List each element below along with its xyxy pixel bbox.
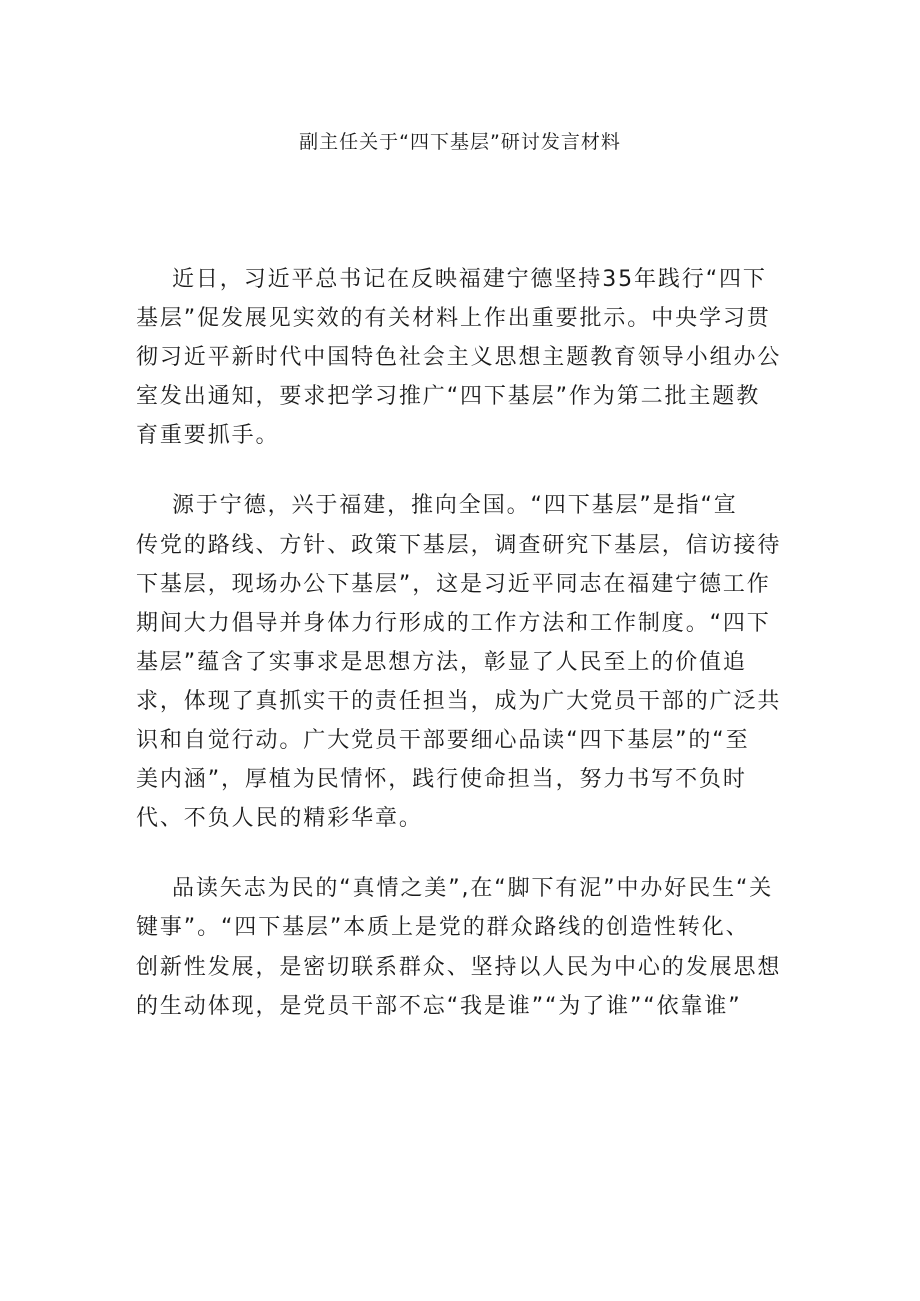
- paragraph-line: 品读矢志为民的“真情之美”,在“脚下有泥”中办好民生“关: [172, 876, 774, 902]
- paragraph-line: 育重要抓手。: [136, 423, 280, 449]
- paragraph-1: [136, 260, 784, 455]
- paragraph-line: 美内涵”，厚植为民情怀，践行使命担当，努力书写不负时: [136, 767, 747, 793]
- paragraph-line: 代、不负人民的精彩华章。: [136, 806, 423, 832]
- paragraph-line: 键事”。“四下基层”本质上是党的群众路线的创造性转化、: [136, 915, 750, 941]
- paragraph-line: 传党的路线、方针、政策下基层，调查研究下基层，信访接待: [136, 532, 782, 558]
- paragraph-line: 彻习近平新时代中国特色社会主义思想主题教育领导小组办公: [136, 345, 782, 371]
- paragraph-line: 下基层，现场办公下基层”，这是习近平同志在福建宁德工作: [136, 571, 771, 597]
- paragraph-line: 期间大力倡导并身体力行形成的工作方法和工作制度。“四下: [136, 610, 771, 636]
- paragraph-3: [136, 869, 784, 1025]
- paragraph-line: 室发出通知，要求把学习推广“四下基层”作为第二批主题教: [136, 384, 761, 410]
- paragraph-line: 创新性发展，是密切联系群众、坚持以人民为中心的发展思想: [136, 954, 782, 980]
- document-body: [136, 260, 784, 1057]
- paragraph-line: 求，体现了真抓实干的责任担当，成为广大党员干部的广泛共: [136, 688, 782, 714]
- paragraph-line: 识和自觉行动。广大党员干部要细心品读“四下基层”的“至: [136, 728, 750, 754]
- paragraph-line: 源于宁德，兴于福建，推向全国。“四下基层”是指“宣: [172, 493, 738, 519]
- paragraph-line: 的生动体现，是党员干部不忘“我是谁”“为了谁”“依靠谁”: [136, 993, 742, 1019]
- document-title: 副主任关于“四下基层”研讨发言材料: [299, 131, 621, 153]
- paragraph-line: 基层”蕴含了实事求是思想方法，彰显了人民至上的价值追: [136, 649, 747, 675]
- paragraph-2: [136, 486, 784, 838]
- paragraph-line: 近日，习近平总书记在反映福建宁德坚持35年践行“四下: [172, 267, 767, 292]
- paragraph-line: 基层”促发展见实效的有关材料上作出重要批示。中央学习贯: [136, 306, 771, 332]
